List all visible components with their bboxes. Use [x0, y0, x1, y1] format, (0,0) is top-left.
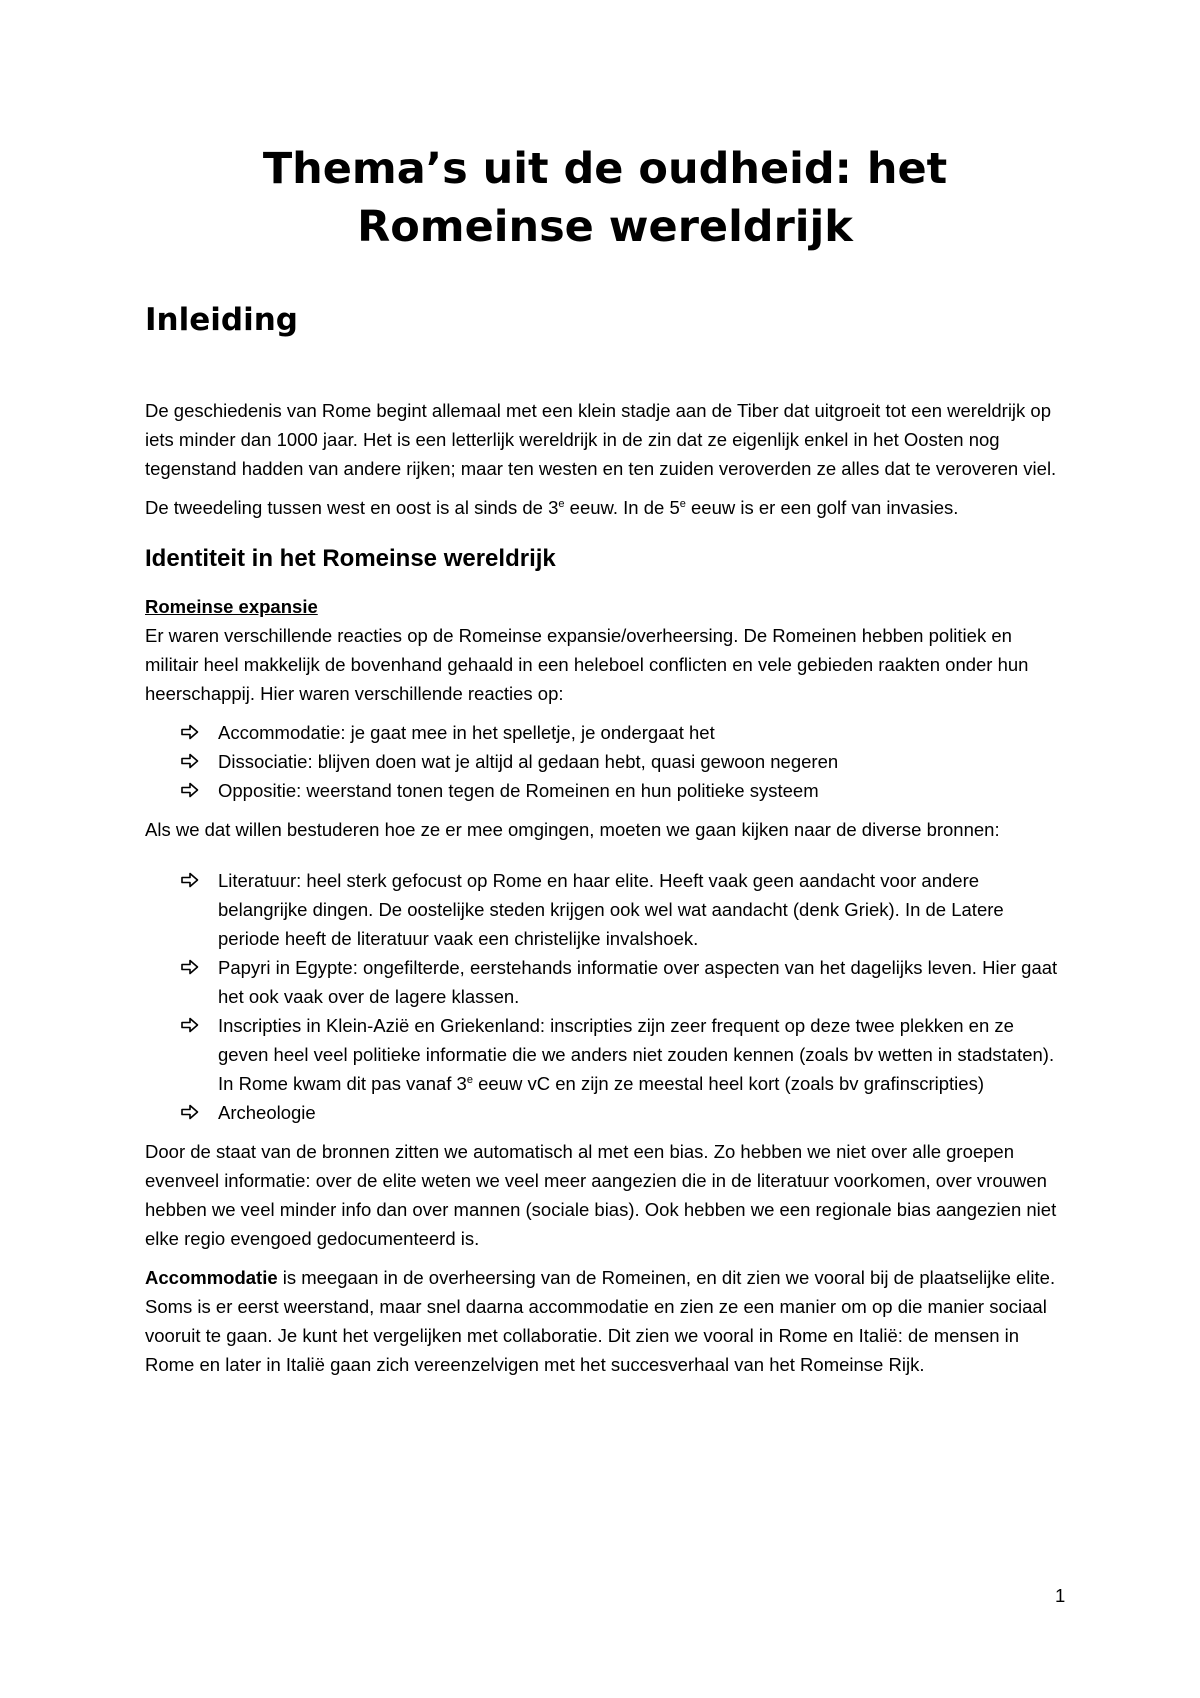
sources-intro: Als we dat willen bestuderen hoe ze er mee omgingen, moeten we gaan kijken naar de diverse bronnen:: [145, 819, 1000, 840]
list-item: [145, 747, 1065, 776]
list-item: [145, 1098, 1065, 1127]
arrow-right-outline-icon: [181, 872, 199, 888]
page-number: 1: [1055, 1585, 1066, 1606]
arrow-right-outline-icon: [181, 724, 199, 740]
arrow-right-outline-icon: [181, 1017, 199, 1033]
expansie-intro: Er waren verschillende reacties op de Romeinse expansie/overheersing. De Romeinen hebben politiek en militair heel makkelijk de bovenhand gehaald in een heleboel conflicten en vele gebieden raakten onder hun heerschappij. Hier waren verschillende reacties op:: [145, 625, 1029, 704]
sources-list: [145, 866, 1065, 1127]
list-item: [145, 1011, 1065, 1098]
list-item: [145, 776, 1065, 805]
bias-paragraph: Door de staat van de bronnen zitten we automatisch al met een bias. Zo hebben we niet over alle groepen evenveel informatie: over de elite weten we veel meer aangezien die in de literatuur voorkomen, over vrouwen hebben we veel minder info dan over mannen (sociale bias). Ook hebben we een regionale bias aangezien niet elke regio evengoed gedocumenteerd is.: [145, 1141, 1057, 1249]
source-archeologie: Archeologie: [218, 1102, 316, 1123]
list-item: [145, 953, 1065, 1011]
document-content: [145, 140, 1065, 1379]
arrow-right-outline-icon: [181, 959, 199, 975]
reaction-accommodatie: Accommodatie: je gaat mee in het spelletje, je ondergaat het: [218, 722, 715, 743]
arrow-right-outline-icon: [181, 782, 199, 798]
title-line-1: Thema’s uit de oudheid: het: [262, 144, 948, 194]
source-literatuur: Literatuur: heel sterk gefocust op Rome en haar elite. Heeft vaak geen aandacht voor andere belangrijke dingen. De oostelijke steden krijgen ook wel wat aandacht (denk Griek). In de Latere periode heeft de literatuur vaak een christelijke invalshoek.: [218, 870, 1004, 949]
arrow-right-outline-icon: [181, 753, 199, 769]
title-line-2: Romeinse wereldrijk: [357, 202, 853, 252]
heading-identiteit: Identiteit in het Romeinse wereldrijk: [145, 545, 556, 572]
accommodatie-paragraph: Accommodatie is meegaan in de overheersing van de Romeinen, en dit zien we vooral bij de plaatselijke elite. Soms is er eerst weerstand, maar snel daarna accommodatie en zien ze een manier om op die manier sociaal vooruit te gaan. Je kunt het vergelijken met collaboratie. Dit zien we vooral in Rome en Italië: de mensen in Rome en later in Italië gaan zich vereenzelvigen met het succesverhaal van het Romeinse Rijk.: [145, 1267, 1056, 1375]
source-inscripties: Inscripties in Klein-Azië en Griekenland: inscripties zijn zeer frequent op deze twee plekken en ze geven heel veel politieke informatie die we anders niet zouden kennen (zoals bv wetten in stadstaten). In Rome kwam dit pas vanaf 3e eeuw vC en zijn ze meestal heel kort (zoals bv grafinscripties): [218, 1015, 1055, 1094]
source-papyri: Papyri in Egypte: ongefilterde, eerstehands informatie over aspecten van het dagelijks leven. Hier gaat het ook vaak over de lagere klassen.: [218, 957, 1058, 1007]
list-item: [145, 866, 1065, 953]
reactions-list: [145, 718, 1065, 805]
inleiding-paragraph-1: De geschiedenis van Rome begint allemaal met een klein stadje aan de Tiber dat uitgroeit tot een wereldrijk op iets minder dan 1000 jaar. Het is een letterlijk wereldrijk in de zin dat ze eigenlijk enkel in het Oosten nog tegenstand hadden van andere rijken; maar ten westen en ten zuiden veroverden ze alles dat te veroveren viel.: [145, 400, 1057, 479]
list-item: [145, 718, 1065, 747]
inleiding-paragraph-2: De tweedeling tussen west en oost is al sinds de 3e eeuw. In de 5e eeuw is er een golf van invasies.: [145, 497, 959, 518]
document-title: [145, 140, 1065, 256]
reaction-oppositie: Oppositie: weerstand tonen tegen de Romeinen en hun politieke systeem: [218, 780, 819, 801]
heading-inleiding: Inleiding: [145, 302, 298, 338]
arrow-right-outline-icon: [181, 1104, 199, 1120]
subheading-romeinse-expansie: Romeinse expansie: [145, 596, 318, 617]
reaction-dissociatie: Dissociatie: blijven doen wat je altijd al gedaan hebt, quasi gewoon negeren: [218, 751, 839, 772]
